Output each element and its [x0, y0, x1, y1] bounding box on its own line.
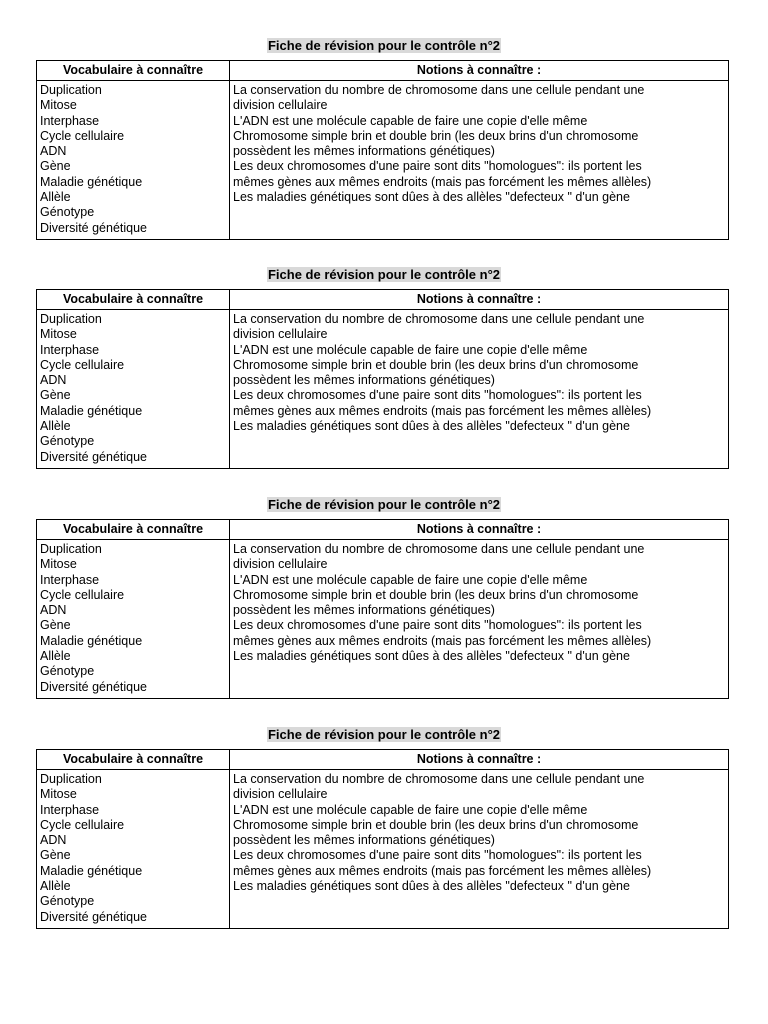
vocabulary-term: Gène — [40, 159, 71, 174]
notions-column-header: Notions à connaître : — [230, 290, 729, 310]
vocab-column-header: Vocabulaire à connaître — [37, 750, 230, 770]
vocabulary-term: Allèle — [40, 190, 71, 205]
notion-line: division cellulaire — [233, 787, 328, 802]
notions-cell — [230, 81, 729, 240]
vocabulary-term: Gène — [40, 848, 71, 863]
vocabulary-term: Diversité génétique — [40, 449, 148, 464]
sheet-title-text: Fiche de révision pour le contrôle n°2 — [267, 497, 501, 512]
table-row — [37, 310, 729, 469]
vocabulary-term: Diversité génétique — [40, 909, 148, 924]
vocabulary-term: Cycle cellulaire — [40, 128, 125, 143]
notion-line: mêmes gènes aux mêmes endroits (mais pas forcément les mêmes allèles) — [233, 863, 652, 878]
notion-line: mêmes gènes aux mêmes endroits (mais pas forcément les mêmes allèles) — [233, 174, 652, 189]
vocabulary-term: Mitose — [40, 787, 77, 802]
vocabulary-term: Mitose — [40, 327, 77, 342]
vocabulary-term: Mitose — [40, 98, 77, 113]
sheet-title — [0, 267, 768, 283]
notion-line: possèdent les mêmes informations génétiques) — [233, 603, 495, 618]
notion-line: mêmes gènes aux mêmes endroits (mais pas forcément les mêmes allèles) — [233, 633, 652, 648]
vocabulary-term: Diversité génétique — [40, 220, 148, 235]
notion-line: Les deux chromosomes d'une paire sont dits "homologues": ils portent les — [233, 848, 642, 863]
table-row — [37, 81, 729, 240]
vocabulary-term: Interphase — [40, 113, 100, 128]
vocab-column-header: Vocabulaire à connaître — [37, 520, 230, 540]
vocabulary-term: Interphase — [40, 342, 100, 357]
revision-table — [36, 749, 729, 929]
notion-line: division cellulaire — [233, 327, 328, 342]
vocabulary-term: ADN — [40, 603, 67, 618]
table-header-row — [37, 61, 729, 81]
vocabulary-term: Allèle — [40, 879, 71, 894]
notions-column-header: Notions à connaître : — [230, 61, 729, 81]
notion-line: L'ADN est une molécule capable de faire une copie d'elle même — [233, 572, 588, 587]
vocabulary-term: Génotype — [40, 434, 95, 449]
vocabulary-term: Cycle cellulaire — [40, 817, 125, 832]
notion-line: Les deux chromosomes d'une paire sont dits "homologues": ils portent les — [233, 618, 642, 633]
notion-line: Les deux chromosomes d'une paire sont dits "homologues": ils portent les — [233, 388, 642, 403]
notion-line: Chromosome simple brin et double brin (les deux brins d'un chromosome — [233, 817, 639, 832]
notion-line: La conservation du nombre de chromosome dans une cellule pendant une — [233, 772, 645, 786]
notion-line: Chromosome simple brin et double brin (les deux brins d'un chromosome — [233, 128, 639, 143]
revision-table — [36, 60, 729, 240]
vocabulary-term: Maladie génétique — [40, 403, 143, 418]
vocab-column-header: Vocabulaire à connaître — [37, 290, 230, 310]
table-header-row — [37, 520, 729, 540]
vocabulary-term: ADN — [40, 373, 67, 388]
table-header-row — [37, 290, 729, 310]
notions-column-header: Notions à connaître : — [230, 750, 729, 770]
notions-column-header: Notions à connaître : — [230, 520, 729, 540]
notion-line: mêmes gènes aux mêmes endroits (mais pas forcément les mêmes allèles) — [233, 403, 652, 418]
vocabulary-cell — [37, 540, 230, 699]
vocabulary-term: Allèle — [40, 649, 71, 664]
sheet-title-text: Fiche de révision pour le contrôle n°2 — [267, 38, 501, 53]
notion-line: L'ADN est une molécule capable de faire une copie d'elle même — [233, 802, 588, 817]
vocab-column-header: Vocabulaire à connaître — [37, 61, 230, 81]
sheet-title-text: Fiche de révision pour le contrôle n°2 — [267, 727, 501, 742]
notion-line: Les maladies génétiques sont dûes à des allèles "defecteux " d'un gène — [233, 879, 630, 894]
vocabulary-term: Génotype — [40, 205, 95, 220]
notion-line: possèdent les mêmes informations génétiques) — [233, 833, 495, 848]
notion-line: Les maladies génétiques sont dûes à des allèles "defecteux " d'un gène — [233, 419, 630, 434]
notion-line: Chromosome simple brin et double brin (les deux brins d'un chromosome — [233, 587, 639, 602]
table-row — [37, 540, 729, 699]
vocabulary-term: Maladie génétique — [40, 863, 143, 878]
vocabulary-term: Cycle cellulaire — [40, 357, 125, 372]
vocabulary-term: Gène — [40, 618, 71, 633]
revision-table — [36, 519, 729, 699]
table-header-row — [37, 750, 729, 770]
vocabulary-term: Génotype — [40, 894, 95, 909]
notion-line: Les maladies génétiques sont dûes à des allèles "defecteux " d'un gène — [233, 190, 630, 205]
vocabulary-term: Gène — [40, 388, 71, 403]
vocabulary-term: Duplication — [40, 772, 102, 786]
notion-line: L'ADN est une molécule capable de faire une copie d'elle même — [233, 113, 588, 128]
notion-line: Les maladies génétiques sont dûes à des allèles "defecteux " d'un gène — [233, 649, 630, 664]
revision-table — [36, 289, 729, 469]
notion-line: La conservation du nombre de chromosome dans une cellule pendant une — [233, 542, 645, 556]
vocabulary-term: ADN — [40, 144, 67, 159]
table-row — [37, 770, 729, 929]
vocabulary-term: Cycle cellulaire — [40, 587, 125, 602]
notion-line: Chromosome simple brin et double brin (les deux brins d'un chromosome — [233, 357, 639, 372]
sheet-title — [0, 497, 768, 513]
vocabulary-term: Allèle — [40, 419, 71, 434]
notion-line: possèdent les mêmes informations génétiques) — [233, 144, 495, 159]
notion-line: L'ADN est une molécule capable de faire une copie d'elle même — [233, 342, 588, 357]
notion-line: division cellulaire — [233, 557, 328, 572]
vocabulary-term: Interphase — [40, 572, 100, 587]
vocabulary-cell — [37, 770, 230, 929]
vocabulary-term: Duplication — [40, 83, 102, 97]
notions-cell — [230, 770, 729, 929]
vocabulary-term: Mitose — [40, 557, 77, 572]
vocabulary-term: Maladie génétique — [40, 633, 143, 648]
vocabulary-cell — [37, 81, 230, 240]
vocabulary-term: Duplication — [40, 312, 102, 326]
sheet-title — [0, 38, 768, 54]
notion-line: division cellulaire — [233, 98, 328, 113]
notion-line: possèdent les mêmes informations génétiques) — [233, 373, 495, 388]
sheet-title — [0, 727, 768, 743]
sheet-title-text: Fiche de révision pour le contrôle n°2 — [267, 267, 501, 282]
notion-line: La conservation du nombre de chromosome dans une cellule pendant une — [233, 312, 645, 326]
notions-cell — [230, 540, 729, 699]
vocabulary-term: Duplication — [40, 542, 102, 556]
vocabulary-term: Interphase — [40, 802, 100, 817]
vocabulary-cell — [37, 310, 230, 469]
vocabulary-term: Génotype — [40, 664, 95, 679]
notion-line: Les deux chromosomes d'une paire sont dits "homologues": ils portent les — [233, 159, 642, 174]
notion-line: La conservation du nombre de chromosome dans une cellule pendant une — [233, 83, 645, 97]
vocabulary-term: Diversité génétique — [40, 679, 148, 694]
vocabulary-term: ADN — [40, 833, 67, 848]
vocabulary-term: Maladie génétique — [40, 174, 143, 189]
notions-cell — [230, 310, 729, 469]
